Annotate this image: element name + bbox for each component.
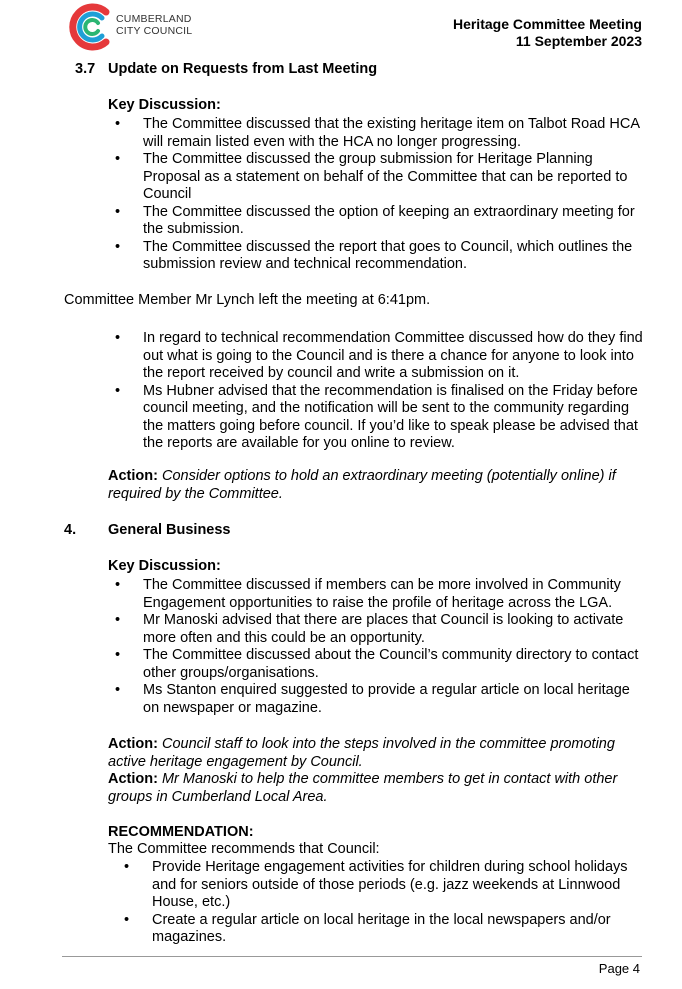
- section-number-3-7: 3.7: [75, 61, 96, 77]
- action-text: Consider options to hold an extraordinary meeting (potentially online) if required by the Committee.: [108, 468, 616, 502]
- action-item: [108, 736, 643, 771]
- list-item: • The Committee discussed the option of keeping an extraordinary meeting for the submission.: [115, 203, 635, 237]
- page-number: Page 4: [598, 961, 640, 976]
- bullet-icon: •: [115, 647, 121, 663]
- list-item: • The Committee discussed the group submission for Heritage Planning Proposal as a statement on behalf of the Committee that can be reported to Council: [115, 151, 628, 202]
- meeting-title: Heritage Committee Meeting: [452, 16, 642, 32]
- action-text: Council staff to look into the steps involved in the committee promoting active heritage engagement by Council.: [108, 736, 615, 770]
- discussion-list-2: [108, 330, 648, 453]
- bullet-icon: •: [115, 203, 121, 220]
- bullet-icon: •: [124, 911, 130, 928]
- bullet-icon: •: [115, 612, 121, 628]
- action-label: Action:: [108, 736, 158, 752]
- org-line-2: CITY COUNCIL: [116, 25, 193, 37]
- member-left-note: Committee Member Mr Lynch left the meeting at 6:41pm.: [64, 292, 431, 308]
- list-item: • The Committee discussed the report that goes to Council, which outlines the submission review and technical recommendation.: [115, 238, 633, 272]
- list-item: • The Committee discussed that the existing heritage item on Talbot Road HCA will remain listed even with the HCA no longer progressing.: [115, 116, 640, 150]
- recommendation-intro: The Committee recommends that Council:: [108, 841, 380, 857]
- list-item: • Create a regular article on local heritage in the local newspapers and/or magazines.: [124, 911, 611, 945]
- discussion-list: [108, 577, 648, 717]
- recommendation-heading: RECOMMENDATION:: [108, 824, 254, 840]
- key-discussion-heading: Key Discussion:: [108, 558, 221, 574]
- section-number-4: 4.: [64, 522, 77, 538]
- list-item: • Mr Manoski advised that there are places that Council is looking to activate more often and this could be an opportunity.: [115, 612, 624, 646]
- meeting-date: 11 September 2023: [515, 32, 642, 49]
- action-label: Action:: [108, 468, 158, 484]
- section-title-4: General Business: [108, 522, 231, 538]
- list-item: • Ms Stanton enquired suggested to provide a regular article on local heritage on newspaper or magazine.: [115, 682, 630, 716]
- list-item: • In regard to technical recommendation Committee discussed how do they find out what is going to the Council and is there a chance for anyone to look into the report received by council and write a submission on it.: [115, 330, 643, 381]
- action-text: Mr Manoski to help the committee members to get in contact with other groups in Cumberland Local Area.: [108, 771, 618, 805]
- section-title-3-7: Update on Requests from Last Meeting: [108, 61, 378, 77]
- action-label: Action:: [108, 771, 158, 787]
- bullet-icon: •: [115, 238, 121, 255]
- action-item: [108, 468, 643, 503]
- bullet-icon: •: [115, 330, 121, 346]
- logo-mark-icon: [66, 2, 116, 52]
- bullet-icon: •: [115, 151, 121, 167]
- key-discussion-heading: Key Discussion:: [108, 97, 221, 113]
- bullet-icon: •: [124, 859, 130, 875]
- action-item: [108, 771, 643, 806]
- recommendation-list: [117, 859, 637, 947]
- list-item: • The Committee discussed if members can be more involved in Community Engagement opportunities to raise the profile of heritage across the LGA.: [115, 577, 621, 611]
- org-line-1: CUMBERLAND: [116, 13, 192, 25]
- bullet-icon: •: [115, 577, 121, 593]
- list-item: • The Committee discussed about the Council’s community directory to contact other groups/organisations.: [115, 647, 639, 681]
- bullet-icon: •: [115, 682, 121, 698]
- meeting-header: [453, 16, 642, 49]
- list-item: • Provide Heritage engagement activities for children during school holidays and for seniors outside of those periods (e.g. jazz weekends at Linnwood House, etc.): [124, 859, 628, 910]
- footer-divider: [62, 956, 642, 957]
- discussion-list: [108, 116, 648, 274]
- bullet-icon: •: [115, 382, 121, 399]
- list-item: • Ms Hubner advised that the recommendation is finalised on the Friday before council meeting, and the notification will be sent to the community regarding the matters going before council. If you’d like to speak please be advised that the reports are available for you online to review.: [115, 382, 638, 451]
- bullet-icon: •: [115, 116, 121, 132]
- org-name: [116, 13, 192, 37]
